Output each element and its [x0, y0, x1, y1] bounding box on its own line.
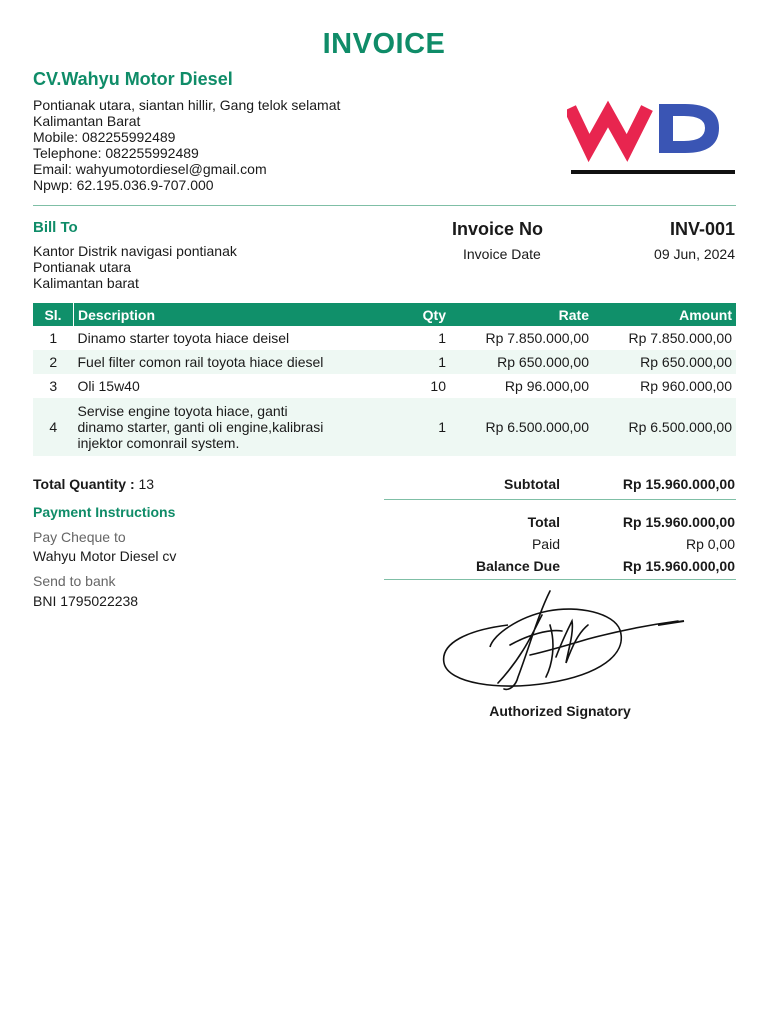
address-line: Pontianak utara, siantan hillir, Gang telok selamat — [33, 97, 341, 113]
col-amount-header: Amount — [593, 303, 736, 326]
payment-instructions-heading: Payment Instructions — [33, 504, 176, 520]
row-description: Oli 15w40 — [77, 378, 140, 394]
description-line: Servise engine toyota hiace, ganti — [77, 403, 288, 419]
row-amount: Rp 6.500.000,00 — [628, 419, 732, 435]
authorized-signatory-label: Authorized Signatory — [489, 703, 631, 719]
total-quantity — [33, 476, 154, 492]
send-to-bank-label: Send to bank — [33, 573, 116, 589]
telephone-line: Telephone: 082255992489 — [33, 145, 199, 161]
pay-cheque-value: Wahyu Motor Diesel cv — [33, 548, 177, 564]
invoice-date: 09 Jun, 2024 — [654, 246, 735, 262]
invoice-number-label: Invoice No — [452, 219, 544, 239]
address-line: Kalimantan Barat — [33, 113, 141, 129]
pay-cheque-label: Pay Cheque to — [33, 529, 126, 545]
row-description — [74, 398, 383, 456]
npwp-line: Npwp: 62.195.036.9-707.000 — [33, 177, 214, 193]
col-rate-header: Rate — [450, 303, 593, 326]
subtotal-divider — [384, 499, 736, 500]
paid-label: Paid — [531, 536, 560, 552]
bill-to-line: Kalimantan barat — [33, 275, 139, 291]
row-description: Dinamo starter toyota hiace deisel — [77, 330, 290, 346]
table-row — [33, 374, 736, 398]
col-sl-header: Sl. — [33, 303, 74, 326]
bill-to-address — [33, 243, 237, 291]
total-label: Total — [527, 514, 560, 530]
table-header-row — [33, 303, 736, 326]
row-amount: Rp 650.000,00 — [640, 354, 732, 370]
row-sl: 2 — [49, 354, 58, 370]
logo-d-mark — [659, 104, 719, 153]
subtotal-value: Rp 15.960.000,00 — [622, 476, 735, 492]
row-qty: 1 — [438, 330, 446, 346]
total-value: Rp 15.960.000,00 — [622, 514, 735, 530]
header-divider — [33, 205, 736, 206]
row-qty: 1 — [438, 354, 446, 370]
company-name: CV.Wahyu Motor Diesel — [33, 69, 233, 89]
bill-to-line: Pontianak utara — [33, 259, 132, 275]
invoice-title: INVOICE — [322, 28, 446, 60]
table-row — [33, 326, 736, 350]
bank-account-value: BNI 1795022238 — [33, 593, 139, 609]
row-sl: 3 — [49, 378, 58, 394]
bill-to-line: Kantor Distrik navigasi pontianak — [33, 243, 237, 259]
logo-underline — [571, 170, 735, 174]
row-description: Fuel filter comon rail toyota hiace diesel — [77, 354, 324, 370]
logo-w-mark — [570, 108, 647, 148]
invoice-date-label: Invoice Date — [463, 246, 541, 262]
email-line: Email: wahyumotordiesel@gmail.com — [33, 161, 267, 177]
row-rate: Rp 650.000,00 — [497, 354, 589, 370]
row-amount: Rp 960.000,00 — [640, 378, 732, 394]
description-line: dinamo starter, ganti oli engine,kalibrasi — [77, 419, 324, 435]
company-logo — [567, 96, 737, 178]
col-qty-header: Qty — [382, 303, 450, 326]
table-row — [33, 398, 736, 456]
description-line: injektor comonrail system. — [77, 435, 240, 451]
paid-value: Rp 0,00 — [685, 536, 735, 552]
row-sl: 4 — [49, 419, 58, 435]
col-description-header: Description — [74, 303, 383, 326]
company-address — [33, 97, 340, 193]
row-qty: 10 — [430, 378, 446, 394]
invoice-number: INV-001 — [669, 219, 735, 239]
row-sl: 1 — [49, 330, 58, 346]
row-rate: Rp 7.850.000,00 — [485, 330, 589, 346]
row-rate: Rp 96.000,00 — [504, 378, 589, 394]
row-amount: Rp 7.850.000,00 — [628, 330, 732, 346]
total-quantity-label: Total Quantity : — [33, 476, 135, 492]
subtotal-label: Subtotal — [504, 476, 560, 492]
balance-due-value: Rp 15.960.000,00 — [622, 558, 735, 574]
balance-due-label: Balance Due — [475, 558, 560, 574]
items-table — [33, 303, 736, 456]
table-row — [33, 350, 736, 374]
total-quantity-value: 13 — [138, 476, 155, 492]
balance-divider — [384, 579, 736, 580]
row-qty: 1 — [438, 419, 446, 435]
mobile-line: Mobile: 082255992489 — [33, 129, 176, 145]
signature-image — [438, 585, 688, 700]
bill-to-heading: Bill To — [33, 219, 78, 236]
row-rate: Rp 6.500.000,00 — [485, 419, 589, 435]
